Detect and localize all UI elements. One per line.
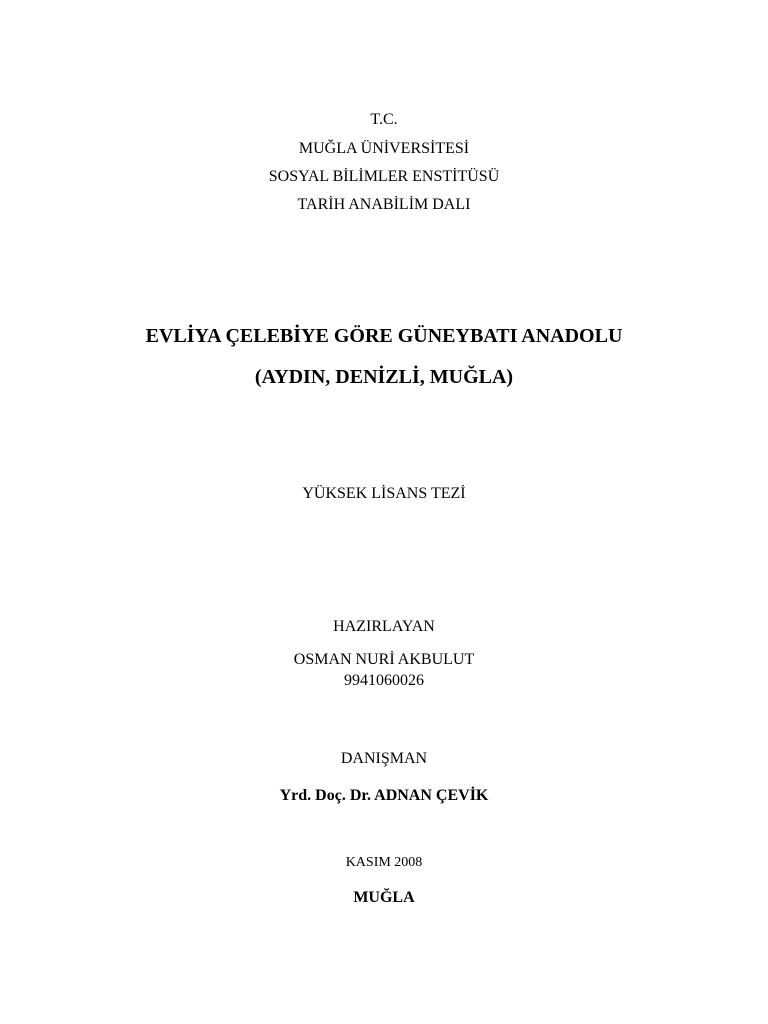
university-name: MUĞLA ÜNİVERSİTESİ	[298, 140, 470, 157]
city-name: MUĞLA	[353, 889, 415, 906]
student-number: 9941060026	[344, 672, 424, 689]
thesis-title-line-1: EVLİYA ÇELEBİYE GÖRE GÜNEYBATI ANADOLU	[145, 325, 623, 347]
thesis-type: YÜKSEK LİSANS TEZİ	[302, 485, 466, 502]
advisor-name: Yrd. Doç. Dr. ADNAN ÇEVİK	[279, 787, 489, 804]
author-label: HAZIRLAYAN	[333, 618, 435, 635]
department-name: TARİH ANABİLİM DALI	[297, 196, 471, 213]
author-name: OSMAN NURİ AKBULUT	[293, 651, 475, 668]
country-heading: T.C.	[370, 111, 398, 128]
advisor-label: DANIŞMAN	[340, 750, 428, 767]
submission-date: KASIM 2008	[345, 855, 423, 870]
institute-name: SOSYAL BİLİMLER ENSTİTÜSÜ	[268, 168, 500, 185]
thesis-title-line-2: (AYDIN, DENİZLİ, MUĞLA)	[254, 366, 514, 388]
